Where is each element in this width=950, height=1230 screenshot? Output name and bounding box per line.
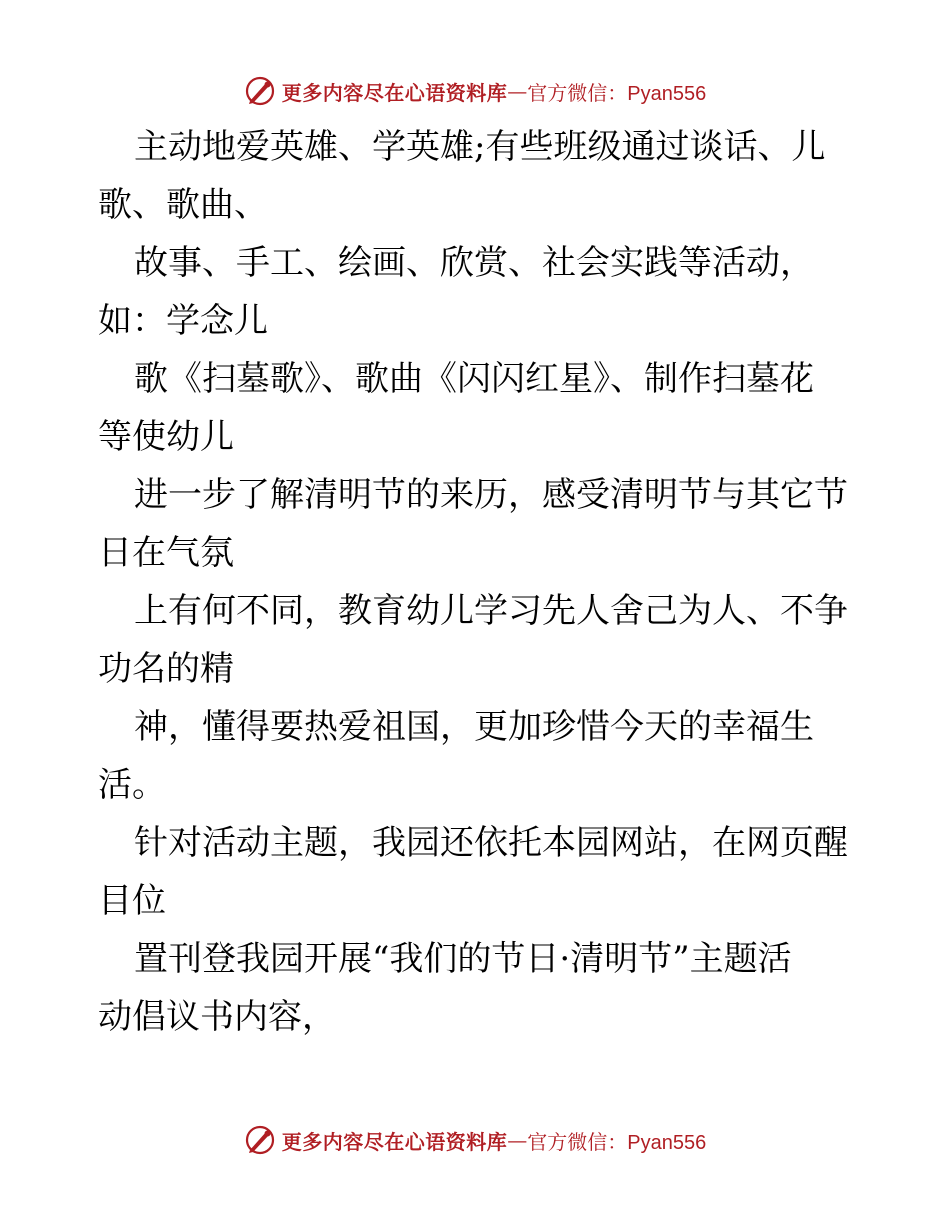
- paragraph: [0, 118, 950, 234]
- paragraph-line: 歌、歌曲、: [98, 185, 268, 225]
- header-separator: —: [507, 79, 528, 103]
- paragraph-line: 故事、手工、绘画、欣赏、社会实践等活动，: [134, 243, 814, 283]
- header-brand-text: 更多内容尽在心语资料库: [281, 80, 508, 105]
- paragraph-line: 主动地爱英雄、学英雄;有些班级通过谈话、儿: [134, 127, 826, 167]
- paragraph: [0, 930, 950, 1046]
- paragraph-line: 等使幼儿: [98, 417, 234, 457]
- paragraph-line: 神，懂得要热爱祖国，更加珍惜今天的幸福生: [134, 707, 814, 747]
- paragraph-line: 歌《扫墓歌》、歌曲《闪闪红星》、制作扫墓花: [134, 359, 814, 399]
- paragraph: [0, 466, 950, 582]
- paragraph-line: 上有何不同，教育幼儿学习先人舍己为人、不争: [134, 591, 848, 631]
- paragraph-line: 针对活动主题，我园还依托本园网站，在网页醒: [134, 823, 848, 863]
- paragraph-line: 日在气氛: [98, 533, 234, 573]
- paragraph: [0, 582, 950, 698]
- header-banner: [0, 71, 950, 111]
- paragraph-line: 进一步了解清明节的来历，感受清明节与其它节: [134, 475, 848, 515]
- document-body: [0, 118, 950, 1046]
- paragraph: [0, 814, 950, 930]
- quill-pen-circle-icon: [244, 1124, 276, 1156]
- paragraph: [0, 234, 950, 350]
- paragraph-line: 动倡议书内容，: [98, 997, 336, 1037]
- footer-wechat-text: 官方微信：Pyan556: [527, 1131, 707, 1154]
- footer-separator: —: [507, 1128, 528, 1152]
- footer-banner: [0, 1120, 950, 1160]
- paragraph-line: 功名的精: [98, 649, 234, 689]
- paragraph-line: 活。: [98, 765, 166, 805]
- paragraph-line: 置刊登我园开展“我们的节日·清明节”主题活: [134, 939, 792, 979]
- paragraph: [0, 350, 950, 466]
- paragraph-line: 目位: [98, 881, 166, 921]
- footer-brand-text: 更多内容尽在心语资料库: [281, 1129, 508, 1154]
- header-wechat-text: 官方微信：Pyan556: [527, 82, 707, 105]
- paragraph-line: 如：学念儿: [98, 301, 268, 341]
- quill-pen-circle-icon: [244, 75, 276, 107]
- paragraph: [0, 698, 950, 814]
